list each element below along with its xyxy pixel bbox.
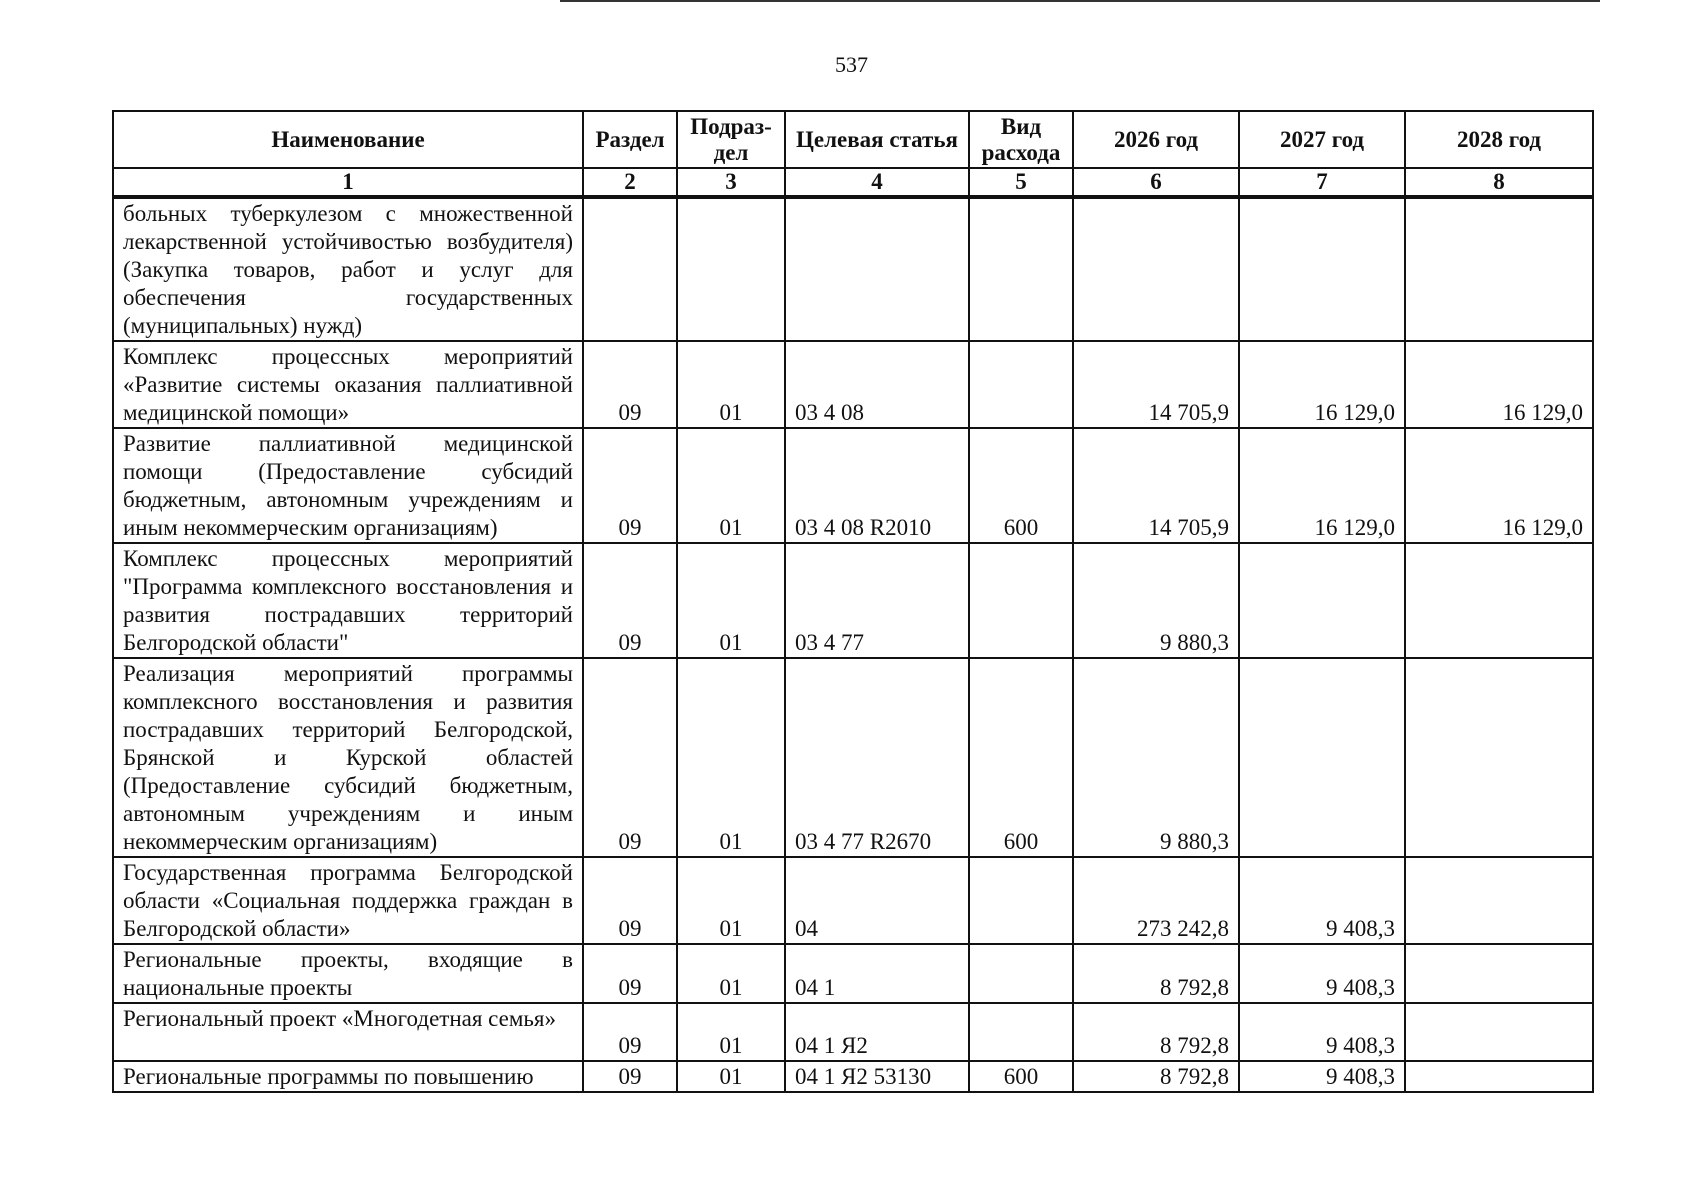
cell-section: 09 [583,428,677,543]
cell-section: 09 [583,1061,677,1092]
cell-section [583,197,677,341]
cell-2027: 16 129,0 [1239,428,1405,543]
cell-2027 [1239,197,1405,341]
table-row [113,658,1593,857]
cell-2026: 14 705,9 [1073,341,1239,428]
table-row [113,197,1593,341]
cell-target: 04 1 Я2 [785,1003,969,1061]
cell-2026: 8 792,8 [1073,1003,1239,1061]
cell-expense-type [969,1003,1073,1061]
cell-2027: 9 408,3 [1239,1003,1405,1061]
cell-2028: 16 129,0 [1405,428,1593,543]
cell-subsection: 01 [677,658,785,857]
cell-2028 [1405,658,1593,857]
header-row [113,111,1593,168]
cell-expense-type [969,197,1073,341]
column-number: 7 [1239,168,1405,197]
cell-name: больных туберкулезом с множественной лекарственной устойчивостью возбудителя) (Закупка товаров, работ и услуг для обеспечения государственных (муниципальных) нужд) [113,197,583,341]
cell-2028: 16 129,0 [1405,341,1593,428]
cell-2028 [1405,857,1593,944]
cell-name: Комплекс процессных мероприятий "Программа комплексного восстановления и развития пострадавших территорий Белгородской области" [113,543,583,658]
top-rule [560,0,1600,2]
cell-2026: 9 880,3 [1073,543,1239,658]
cell-2027: 16 129,0 [1239,341,1405,428]
budget-table [112,110,1594,1093]
table-row [113,857,1593,944]
column-number-row [113,168,1593,197]
cell-target [785,197,969,341]
column-number: 2 [583,168,677,197]
cell-2027 [1239,658,1405,857]
cell-2027: 9 408,3 [1239,944,1405,1003]
cell-2026: 9 880,3 [1073,658,1239,857]
cell-section: 09 [583,658,677,857]
column-number: 5 [969,168,1073,197]
cell-subsection: 01 [677,1061,785,1092]
header-2027: 2027 год [1239,111,1405,168]
cell-2027: 9 408,3 [1239,1061,1405,1092]
cell-2028 [1405,197,1593,341]
cell-2027 [1239,543,1405,658]
cell-target: 04 1 Я2 53130 [785,1061,969,1092]
header-subsection: Подраз-дел [677,111,785,168]
cell-2028 [1405,1061,1593,1092]
cell-target: 03 4 08 R2010 [785,428,969,543]
cell-expense-type [969,857,1073,944]
table-row [113,428,1593,543]
column-number: 1 [113,168,583,197]
cell-target: 03 4 08 [785,341,969,428]
cell-expense-type: 600 [969,1061,1073,1092]
cell-2028 [1405,1003,1593,1061]
header-name: Наименование [113,111,583,168]
cell-2026: 14 705,9 [1073,428,1239,543]
cell-expense-type: 600 [969,658,1073,857]
cell-expense-type [969,944,1073,1003]
cell-name: Развитие паллиативной медицинской помощи (Предоставление субсидий бюджетным, автономным учреждениям и иным некоммерческим организациям) [113,428,583,543]
cell-target: 04 1 [785,944,969,1003]
cell-2026: 8 792,8 [1073,944,1239,1003]
cell-name: Региональный проект «Многодетная семья» [113,1003,583,1061]
cell-section: 09 [583,1003,677,1061]
cell-subsection: 01 [677,857,785,944]
column-number: 3 [677,168,785,197]
cell-2026: 8 792,8 [1073,1061,1239,1092]
cell-2028 [1405,944,1593,1003]
table-row [113,341,1593,428]
cell-subsection: 01 [677,944,785,1003]
cell-section: 09 [583,857,677,944]
cell-target: 04 [785,857,969,944]
cell-name: Реализация мероприятий программы комплексного восстановления и развития пострадавших территорий Белгородской, Брянской и Курской областей (Предоставление субсидий бюджетным, автономным учреждениям и иным некоммерческим организациям) [113,658,583,857]
cell-expense-type [969,543,1073,658]
cell-subsection: 01 [677,543,785,658]
header-target: Целевая статья [785,111,969,168]
cell-2026: 273 242,8 [1073,857,1239,944]
cell-target: 03 4 77 [785,543,969,658]
cell-2027: 9 408,3 [1239,857,1405,944]
column-number: 6 [1073,168,1239,197]
header-2026: 2026 год [1073,111,1239,168]
header-2028: 2028 год [1405,111,1593,168]
cell-subsection: 01 [677,1003,785,1061]
cell-2028 [1405,543,1593,658]
page-number: 537 [835,52,868,77]
cell-expense-type: 600 [969,428,1073,543]
table-row [113,944,1593,1003]
cell-section: 09 [583,543,677,658]
cell-subsection: 01 [677,428,785,543]
cell-section: 09 [583,341,677,428]
table-row [113,1003,1593,1061]
cell-expense-type [969,341,1073,428]
table-row [113,1061,1593,1092]
cell-2026 [1073,197,1239,341]
cell-name: Комплекс процессных мероприятий «Развитие системы оказания паллиативной медицинской помощи» [113,341,583,428]
column-number: 4 [785,168,969,197]
cell-name: Региональные программы по повышению [113,1061,583,1092]
column-number: 8 [1405,168,1593,197]
cell-subsection [677,197,785,341]
header-expense-type: Вид расхода [969,111,1073,168]
cell-section: 09 [583,944,677,1003]
table-row [113,543,1593,658]
cell-target: 03 4 77 R2670 [785,658,969,857]
cell-subsection: 01 [677,341,785,428]
cell-name: Государственная программа Белгородской области «Социальная поддержка граждан в Белгородской области» [113,857,583,944]
header-section: Раздел [583,111,677,168]
cell-name: Региональные проекты, входящие в национальные проекты [113,944,583,1003]
